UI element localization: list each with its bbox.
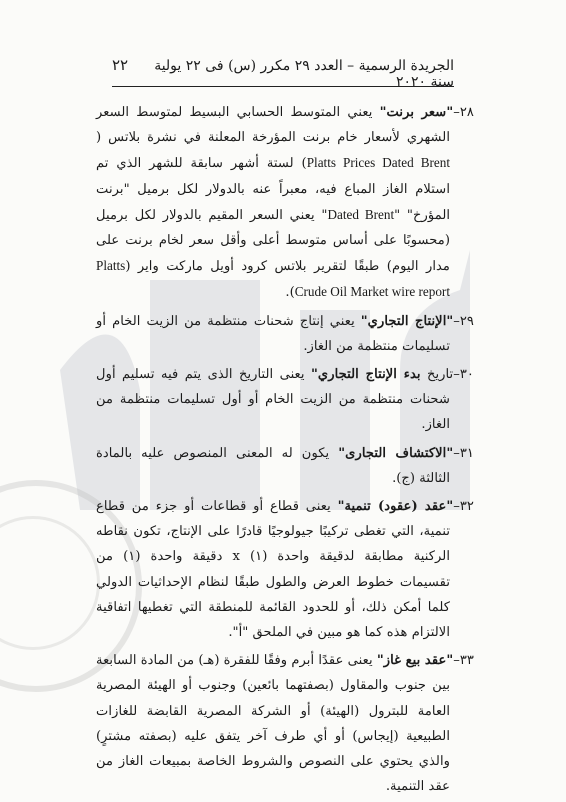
- definition-text: يعني المتوسط الحسابي البسيط لمتوسط السعر الشهري لأسعار خام برنت المؤرخة المعلنة في نشرة بلاتس (: [96, 105, 450, 146]
- item-number: ٢٨–: [453, 105, 474, 120]
- gazette-title: الجريدة الرسمية – العدد ٢٩ مكرر (س) فى ٢٢ يولية سنة ٢٠٢٠: [154, 58, 454, 90]
- item-number: ٢٩–: [453, 313, 474, 329]
- latin-term: Platts Crude Oil Market wire report: [96, 258, 450, 300]
- page-header: [112, 56, 454, 90]
- header-rule: [112, 86, 454, 87]
- defined-term: بدء الإنتاج التجاري": [311, 367, 421, 383]
- definition-28: [96, 100, 474, 306]
- page-number: ٢٢: [112, 56, 129, 74]
- defined-term: "سعر برنت": [379, 105, 454, 120]
- definition-29: [96, 309, 474, 359]
- latin-term: Dated Brent: [327, 206, 395, 222]
- definition-text: يعنى عقدًا أبرم وفقًا للفقرة (هـ) من المادة السابعة بين جنوب والمقاول (بصفتهما بائعين) وجنوب أو الهيئة المصرية العامة للبترول (الهيئة) أو الشركة المصرية القابضة للغازات الطبيعية (إيجاس) أو أي طرف آخر يتفق عليه (بصفته مشترٍ) والذي يحتوي على النصوص والشروط الخاصة بمبيعات الغاز من عقد التنمية.: [96, 653, 450, 795]
- defined-term: "الإنتاج التجاري": [360, 313, 454, 329]
- definition-text: " يعني السعر المقيم بالدولار لكل برميل (محسوبًا على أساس متوسط أعلى وأقل سعر لخام برنت على مدار اليوم) طبقًا لتقرير بلاتس كرود أويل ماركت واير (: [96, 207, 450, 275]
- definition-32: [96, 494, 474, 645]
- definitions-list: [96, 100, 474, 802]
- definition-text: ).: [285, 285, 295, 301]
- defined-term: "الاكتشاف التجارى": [338, 445, 454, 461]
- definition-text: يكون له المعنى المنصوص عليه بالمادة الثالثة (ج).: [96, 445, 450, 486]
- definition-31: [96, 441, 474, 491]
- definition-text: يعني إنتاج شحنات منتظمة من الزيت الخام أو تسليمات منتظمة من الغاز.: [96, 313, 450, 354]
- latin-term: Platts Prices Dated Brent: [306, 155, 450, 171]
- item-number: ٣١–: [453, 445, 474, 461]
- item-number: ٣٢–: [453, 499, 474, 515]
- defined-term: "عقد بيع غاز": [376, 653, 454, 669]
- definition-text: يعنى قطاع أو قطاعات أو جزء من قطاع تنمية، التي تغطى تركيبًا جيولوجيًا قادرًا على الإنتاج، تكون نقاطه الركنية مطابقة لدقيقة واحدة (١) x دقيقة واحدة (١) من تقسيمات خطوط العرض والطول طبقًا لنظام الإحداثيات الدولي كلما أمكن ذلك، أو للحدود القائمة للمنطقة التي تغطيها اتفاقية الالتزام هذه كما هو مبين في الملحق "أ".: [96, 499, 450, 641]
- definition-30: [96, 362, 474, 438]
- item-number: ٣٠–: [453, 367, 474, 383]
- defined-term: "عقد (عقود) تنمية": [337, 499, 454, 515]
- item-number: ٣٣–: [453, 653, 474, 669]
- definition-33: [96, 648, 474, 799]
- definition-text: تاريخ: [420, 367, 454, 383]
- definition-text: يعنى التاريخ الذى يتم فيه تسليم أول شحنات منتظمة من الزيت الخام أو أول تسليمات منتظمة من الغاز.: [96, 367, 450, 433]
- definition-text: ) لستة أشهر سابقة للشهر الذي تم استلام الغاز المباع فيه، معبراً عنه بالدولار لكل برميل "برنت المؤرخ" ": [96, 156, 450, 223]
